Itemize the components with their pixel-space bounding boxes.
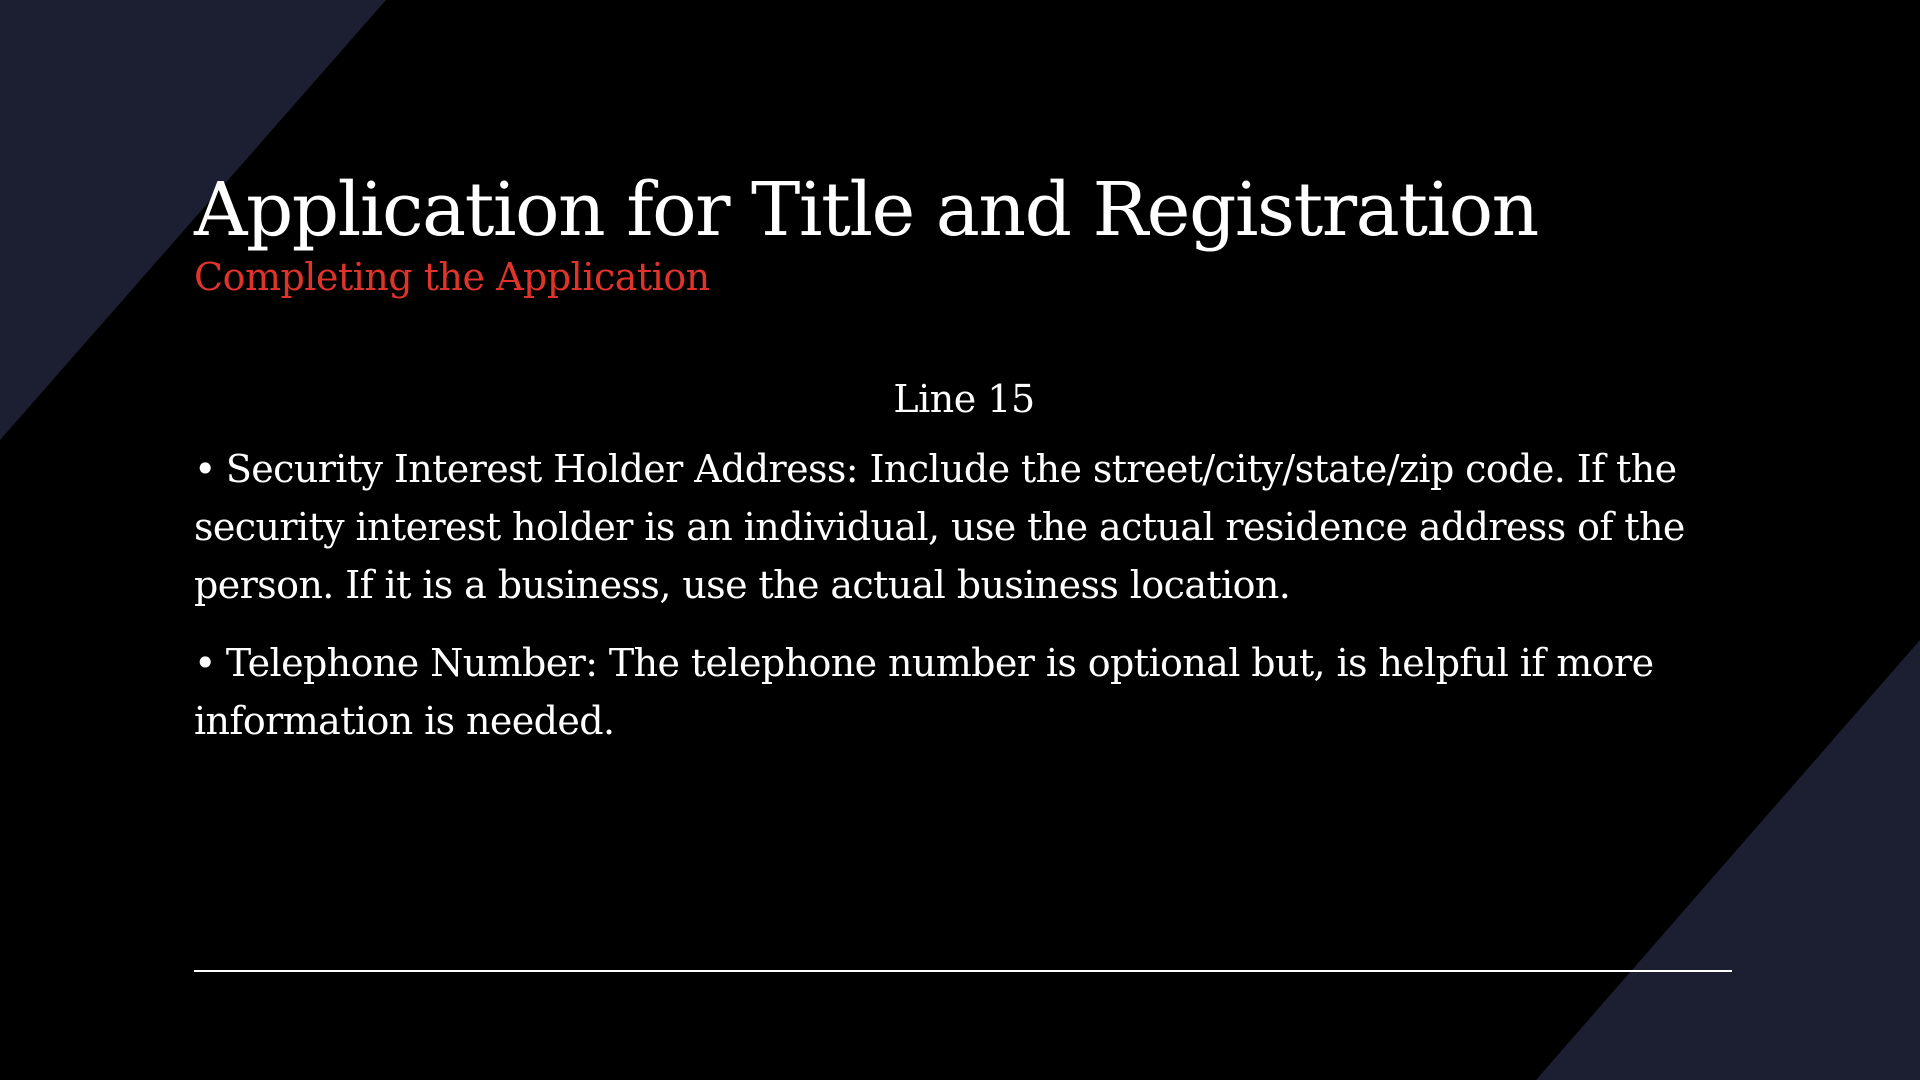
bullet-item-telephone	[194, 634, 1734, 750]
slide-subtitle: Completing the Application	[194, 255, 710, 299]
bullet-text-telephone: Telephone Number: The telephone number is optional but, is helpful if more information is needed.	[194, 641, 1654, 743]
bullet-item-security-address	[194, 440, 1734, 614]
slide-content	[194, 160, 1734, 770]
footer-divider	[194, 970, 1732, 972]
slide-title: Application for Title and Registration	[194, 167, 1538, 253]
bullet-text-security-address: Security Interest Holder Address: Include the street/city/state/zip code. If the security interest holder is an individual, use the actual residence address of the person. If it is a business, use the actual business location.	[194, 447, 1685, 607]
bullet-list	[194, 440, 1734, 750]
section-heading: Line 15	[893, 377, 1035, 421]
bullet-marker: •	[194, 447, 216, 491]
bullet-marker: •	[194, 641, 216, 685]
